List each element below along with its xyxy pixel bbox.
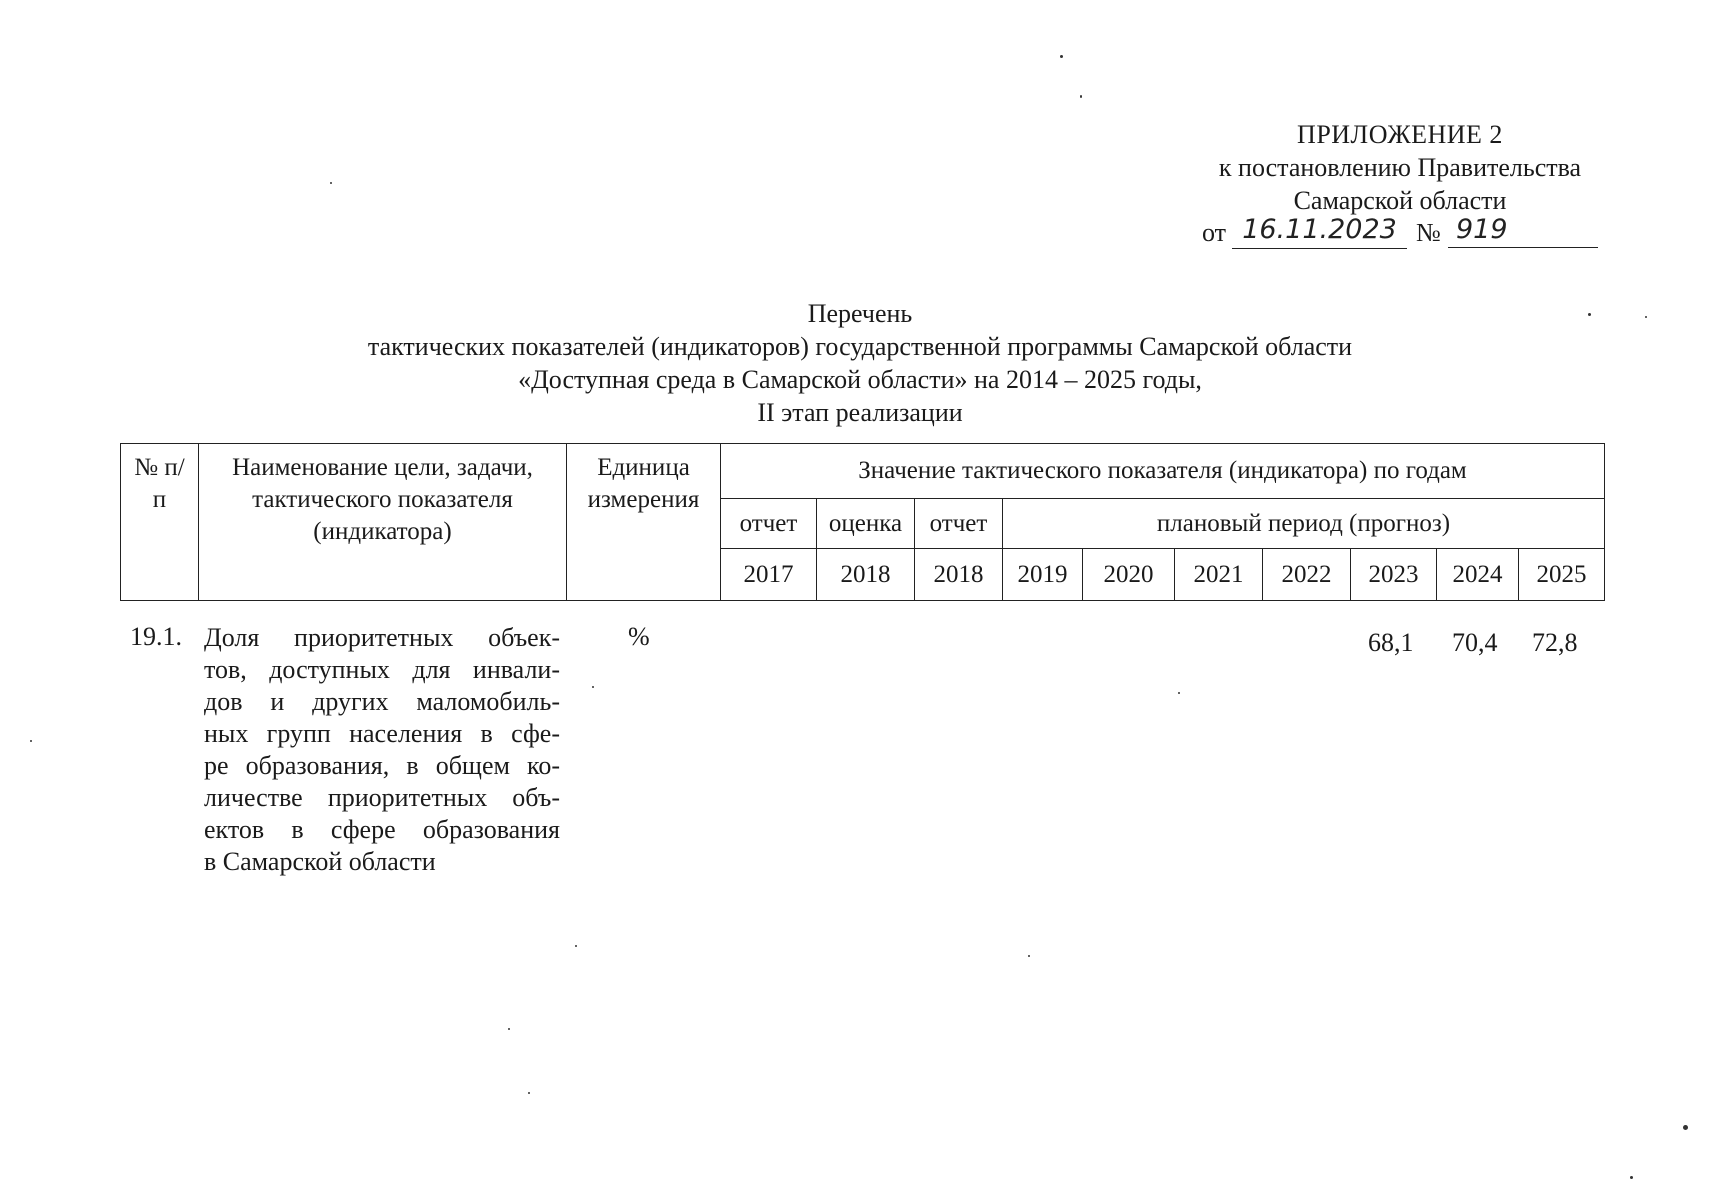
header-year: 2022 bbox=[1263, 549, 1351, 601]
handwritten-number: 919 bbox=[1448, 212, 1598, 248]
scan-speck bbox=[528, 1092, 530, 1094]
appendix-block bbox=[1180, 118, 1620, 217]
document-heading bbox=[240, 297, 1480, 429]
row-indicator-name bbox=[204, 622, 560, 878]
row-value-2025: 72,8 bbox=[1532, 628, 1578, 657]
heading-line-3: «Доступная среда в Самарской области» на 2014 – 2025 годы, bbox=[518, 365, 1202, 394]
heading-line-4: II этап реализации bbox=[757, 398, 963, 427]
scan-speck bbox=[1630, 1176, 1633, 1179]
header-num: № п/п bbox=[121, 444, 199, 601]
appendix-title: ПРИЛОЖЕНИЕ 2 bbox=[1297, 120, 1503, 149]
indicators-table bbox=[120, 443, 1605, 601]
header-year: 2020 bbox=[1083, 549, 1175, 601]
row-name-line: дов и других маломобиль- bbox=[204, 687, 560, 716]
row-name-line: тов, доступных для инвали- bbox=[204, 655, 560, 684]
row-name-line: ре образования, в общем ко- bbox=[204, 751, 560, 780]
appendix-line-1: к постановлению Правительства bbox=[1218, 153, 1582, 182]
header-year: 2018 bbox=[817, 549, 915, 601]
scan-speck bbox=[330, 182, 332, 184]
header-report-2: отчет bbox=[915, 499, 1003, 549]
header-year: 2021 bbox=[1175, 549, 1263, 601]
row-name-line: Доля приоритетных объек- bbox=[204, 623, 560, 652]
header-year: 2025 bbox=[1519, 549, 1605, 601]
scan-speck bbox=[575, 945, 577, 947]
scan-speck bbox=[1588, 313, 1591, 316]
header-year: 2023 bbox=[1351, 549, 1437, 601]
scan-speck bbox=[1080, 95, 1082, 98]
row-name-line: ектов в сфере образования bbox=[204, 815, 560, 844]
row-name-line: личестве приоритетных объ- bbox=[204, 783, 560, 812]
header-estimate: оценка bbox=[817, 499, 915, 549]
row-unit: % bbox=[628, 622, 650, 651]
heading-line-2: тактических показателей (индикаторов) государственной программы Самарской области bbox=[367, 332, 1353, 361]
header-year: 2017 bbox=[721, 549, 817, 601]
scan-speck bbox=[1028, 955, 1030, 957]
header-year: 2019 bbox=[1003, 549, 1083, 601]
header-values-group: Значение тактического показателя (индикатора) по годам bbox=[721, 444, 1605, 499]
scan-speck bbox=[508, 1028, 510, 1030]
header-unit: Единица измерения bbox=[567, 444, 721, 601]
row-name-line: ных групп населения в сфе- bbox=[204, 719, 560, 748]
heading-line-1: Перечень bbox=[807, 299, 913, 328]
header-name: Наименование цели, задачи, тактического показателя (индикатора) bbox=[199, 444, 567, 601]
row-number: 19.1. bbox=[130, 622, 182, 651]
scan-speck bbox=[30, 740, 32, 742]
number-prefix: № bbox=[1416, 218, 1441, 247]
header-planned-period: плановый период (прогноз) bbox=[1003, 499, 1605, 549]
handwritten-date: 16.11.2023 bbox=[1232, 212, 1407, 249]
row-value-2024: 70,4 bbox=[1452, 628, 1498, 657]
scan-speck bbox=[1683, 1125, 1688, 1130]
scan-speck bbox=[1178, 692, 1180, 694]
scan-speck bbox=[1060, 55, 1063, 58]
row-value-2023: 68,1 bbox=[1368, 628, 1414, 657]
row-name-line: в Самарской области bbox=[204, 847, 436, 876]
date-prefix: от bbox=[1202, 218, 1227, 247]
header-year: 2024 bbox=[1437, 549, 1519, 601]
scan-speck bbox=[1645, 316, 1647, 318]
scan-speck bbox=[592, 686, 594, 688]
header-year: 2018 bbox=[915, 549, 1003, 601]
header-report-1: отчет bbox=[721, 499, 817, 549]
appendix-date-number bbox=[1202, 212, 1598, 252]
appendix-line-2: Самарской области bbox=[1293, 186, 1507, 215]
